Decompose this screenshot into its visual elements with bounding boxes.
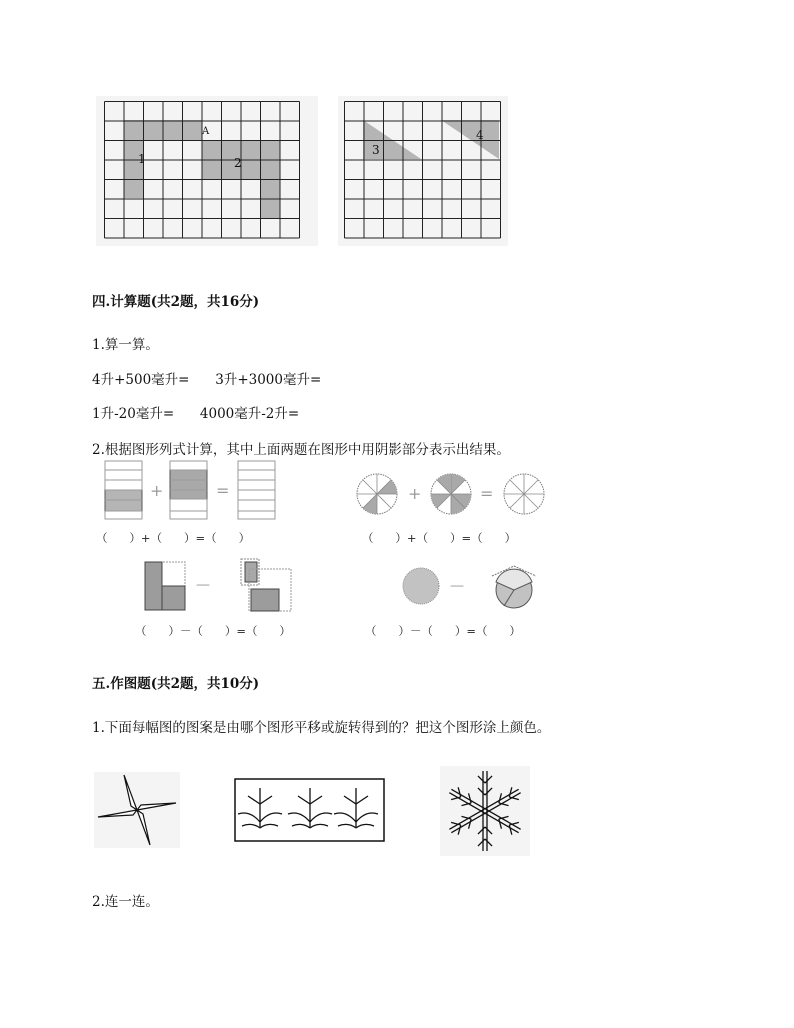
section-4-heading: 四.计算题(共2题，共16分) (92, 294, 260, 310)
section-5-heading: 五.作图题(共2题，共10分) (92, 676, 260, 692)
shaded-part-c2 (245, 562, 257, 582)
equals-sign: = (216, 481, 230, 500)
pinwheel-figure (94, 772, 180, 848)
label-1: 1 (138, 152, 146, 166)
expr-c: （ ）－（ ）=（ ） (135, 624, 291, 638)
q1-row-1: 4升+500毫升= 3升+3000毫升= (92, 372, 322, 388)
shaded-part-c1 (145, 562, 162, 610)
s5-q2-title: 2.连一连。 (92, 894, 159, 910)
square-subtraction-figure (140, 556, 300, 618)
expr-b: （ ）+（ ）=（ ） (362, 531, 517, 545)
s5-q1-title: 1.下面每幅图的图案是由哪个图形平移或旋转得到的？把这个图形涂上颜色。 (92, 720, 551, 736)
label-3: 3 (372, 143, 380, 157)
label-2: 2 (234, 156, 242, 170)
label-4: 4 (476, 128, 484, 142)
grid-figure-right (338, 96, 508, 246)
minus-sign: — (196, 577, 210, 593)
equals-sign: = (480, 484, 494, 503)
shaded-part-a2 (170, 470, 207, 499)
q1-row-2: 1升-20毫升= 4000毫升-2升= (92, 406, 300, 422)
minus-sign: — (450, 578, 464, 594)
q1-title: 1.算一算。 (92, 337, 159, 353)
plant-strip-figure (232, 774, 388, 846)
label-a: A (202, 126, 210, 137)
rect-addition-figure (100, 458, 290, 526)
q2-title: 2.根据图形列式计算，其中上面两题在图形中用阴影部分表示出结果。 (92, 442, 510, 458)
expr-d: （ ）－（ ）=（ ） (365, 624, 521, 638)
circle-addition-figure (356, 466, 556, 522)
plus-sign: + (408, 484, 422, 503)
plus-sign: + (150, 481, 164, 500)
snowflake-figure (440, 766, 530, 856)
expr-a: （ ）+（ ）=（ ） (96, 531, 251, 545)
circle-subtraction-figure (400, 562, 540, 614)
grid-figure-left (96, 96, 318, 246)
